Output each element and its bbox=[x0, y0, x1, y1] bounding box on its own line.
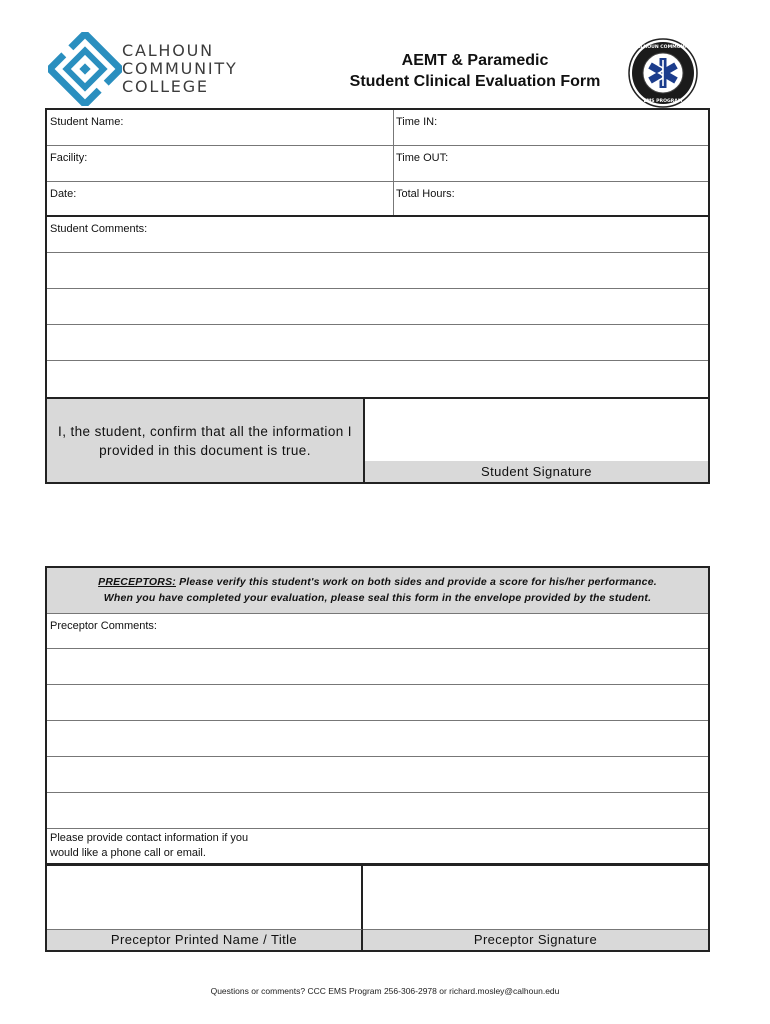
time-in-label: Time IN: bbox=[396, 116, 438, 128]
form-title-line-1: AEMT & Paramedic bbox=[401, 52, 549, 69]
student-comment-line[interactable] bbox=[47, 325, 708, 361]
student-comment-line[interactable] bbox=[47, 361, 708, 397]
student-signature-label: Student Signature bbox=[365, 461, 708, 482]
preceptor-instruction-line-2: When you have completed your evaluation, please seal this form in the envelope provided by the student. bbox=[103, 592, 652, 604]
facility-field[interactable] bbox=[47, 146, 394, 181]
student-confirmation-statement: I, the student, confirm that all the information I provided in this document is true. bbox=[47, 399, 365, 482]
logo-line-3: COLLEGE bbox=[122, 77, 209, 96]
ems-seal-icon bbox=[628, 38, 698, 108]
preceptor-comment-line[interactable] bbox=[47, 721, 708, 757]
student-info-row-2 bbox=[47, 146, 708, 182]
seal-lettering: CALHOUN COMMUNITY bbox=[633, 45, 693, 50]
preceptor-comments-label: Preceptor Comments: bbox=[50, 620, 157, 632]
preceptor-comments-header-row[interactable] bbox=[47, 614, 708, 649]
student-confirmation-block bbox=[45, 397, 710, 484]
footer-contact: Questions or comments? CCC EMS Program 256-306-2978 or richard.mosley@calhoun.edu bbox=[210, 986, 560, 996]
facility-label: Facility: bbox=[50, 152, 88, 164]
preceptor-signature-block bbox=[45, 864, 710, 952]
logo-line-2: COMMUNITY bbox=[122, 59, 238, 78]
preceptor-contact-row[interactable] bbox=[47, 829, 708, 863]
time-in-field[interactable] bbox=[393, 110, 708, 145]
form-title bbox=[330, 50, 620, 92]
calhoun-logo-icon bbox=[48, 32, 122, 106]
preceptor-instruction-text-1: Please verify this student's work on both sides and provide a score for his/her performance. bbox=[175, 576, 657, 588]
preceptor-contact-line-2: would like a phone call or email. bbox=[50, 847, 206, 859]
preceptor-comment-line[interactable] bbox=[47, 793, 708, 829]
preceptor-instructions bbox=[47, 568, 708, 614]
preceptor-comments-table bbox=[45, 566, 710, 865]
preceptor-signature-field[interactable] bbox=[363, 866, 708, 930]
total-hours-label: Total Hours: bbox=[396, 188, 455, 200]
college-logo bbox=[48, 32, 288, 108]
student-name-label: Student Name: bbox=[50, 116, 124, 128]
form-title-line-2: Student Clinical Evaluation Form bbox=[349, 73, 601, 90]
total-hours-field[interactable] bbox=[393, 182, 708, 215]
student-signature-field[interactable] bbox=[365, 399, 708, 462]
preceptor-comment-line[interactable] bbox=[47, 685, 708, 721]
logo-line-1: CALHOUN bbox=[122, 41, 214, 60]
student-comments-header-row[interactable] bbox=[47, 217, 708, 253]
date-field[interactable] bbox=[47, 182, 394, 215]
student-comments-label: Student Comments: bbox=[50, 223, 148, 235]
date-label: Date: bbox=[50, 188, 77, 200]
student-comment-line[interactable] bbox=[47, 289, 708, 325]
student-info-row-1 bbox=[47, 110, 708, 146]
preceptor-signature-label: Preceptor Signature bbox=[363, 930, 708, 950]
student-info-table bbox=[45, 108, 710, 217]
preceptor-contact-prompt bbox=[50, 831, 248, 861]
preceptor-comment-line[interactable] bbox=[47, 649, 708, 685]
student-comments-table bbox=[45, 215, 710, 399]
svg-text:EMS PROGRAM: EMS PROGRAM bbox=[643, 99, 683, 104]
preceptor-comment-line[interactable] bbox=[47, 757, 708, 793]
student-info-row-3 bbox=[47, 182, 708, 215]
preceptor-instruction-line-1 bbox=[47, 574, 708, 590]
preceptor-contact-line-1: Please provide contact information if you bbox=[50, 832, 249, 844]
preceptor-printed-name-field[interactable] bbox=[47, 866, 363, 930]
logo-wordmark bbox=[122, 42, 238, 96]
student-name-field[interactable] bbox=[47, 110, 394, 145]
time-out-label: Time OUT: bbox=[396, 152, 449, 164]
preceptors-heading: PRECEPTORS: bbox=[98, 576, 176, 588]
student-comment-line[interactable] bbox=[47, 253, 708, 289]
time-out-field[interactable] bbox=[393, 146, 708, 181]
preceptor-printed-name-label: Preceptor Printed Name / Title bbox=[47, 930, 363, 950]
